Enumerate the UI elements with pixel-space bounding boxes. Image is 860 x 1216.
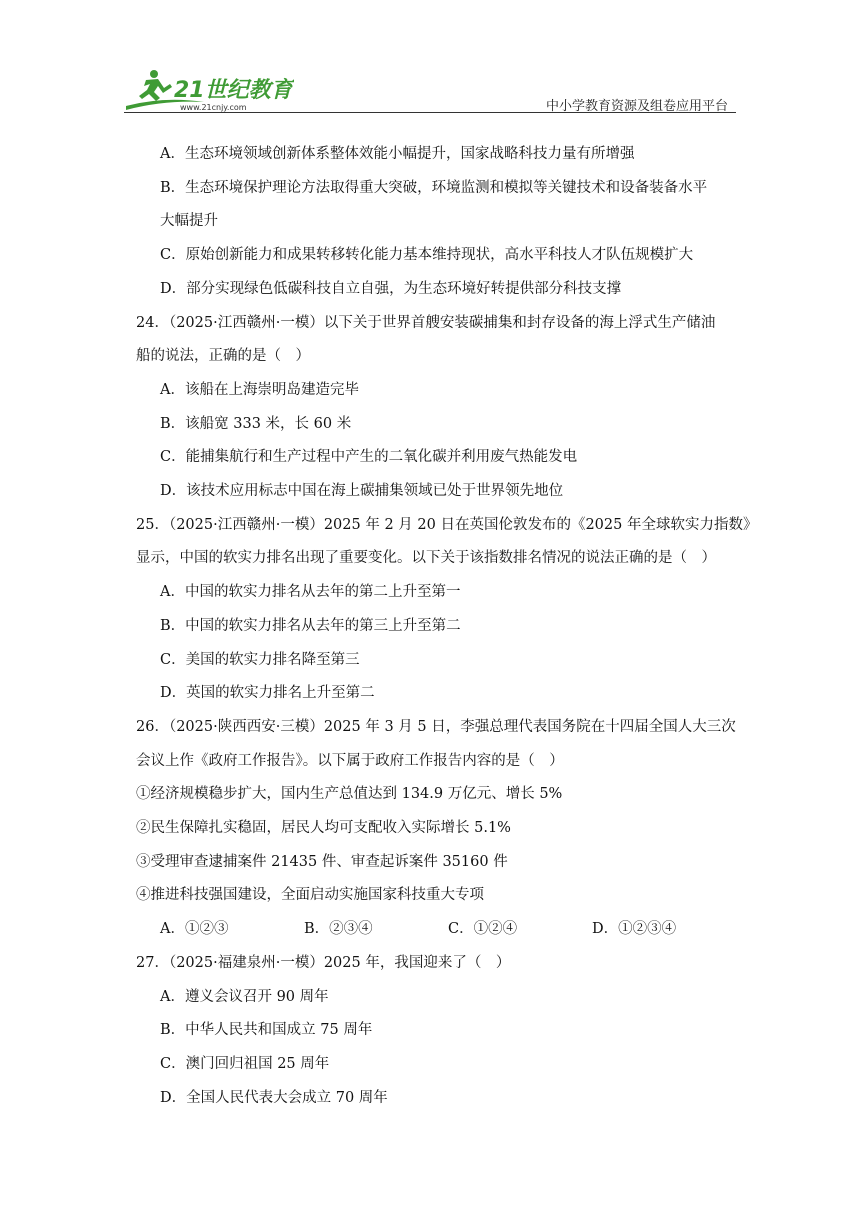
question-text-line: ②民生保障扎实稳固，居民人均可支配收入实际增长 5.1% [136, 820, 511, 837]
answer-option: A．生态环境领域创新体系整体效能小幅提升，国家战略科技力量有所增强 [160, 146, 635, 162]
q26-option-c: C．①②④ [448, 921, 518, 938]
question-text-line: ①经济规模稳步扩大，国内生产总值达到 134.9 万亿元、增长 5% [136, 786, 563, 803]
header-divider [124, 112, 736, 113]
q26-option-b: B．②③④ [304, 921, 373, 938]
answer-option: A．中国的软实力排名从去年的第二上升至第一 [160, 584, 461, 601]
question-block-27 [136, 947, 736, 1116]
answer-option: A．该船在上海崇明岛建造完毕 [160, 381, 359, 398]
answer-option: C．能捕集航行和生产过程中产生的二氧化碳并利用废气热能发电 [160, 449, 578, 466]
question-text-line: 27．（2025·福建泉州·一模）2025 年，我国迎来了（ ） [136, 954, 511, 971]
answer-option: B．该船宽 333 米，长 60 米 [160, 415, 352, 432]
answer-option: D．部分实现绿色低碳科技自立自强，为生态环境好转提供部分科技支撑 [160, 280, 622, 297]
question-text-line: 26．（2025·陕西西安·三模）2025 年 3 月 5 日，李强总理代表国务院在十四届全国人大三次 [136, 718, 736, 735]
answer-option: C．原始创新能力和成果转移转化能力基本维持现状，高水平科技人才队伍规模扩大 [160, 247, 694, 264]
option-continuation: 大幅提升 [160, 213, 218, 230]
q26-options-row [136, 913, 736, 947]
answer-option: D．英国的软实力排名上升至第二 [160, 685, 375, 702]
answer-option: C．澳门回归祖国 25 周年 [160, 1055, 330, 1072]
answer-option: B．中国的软实力排名从去年的第三上升至第二 [160, 617, 461, 634]
q26-option-d: D．①②③④ [592, 921, 677, 938]
answer-option: B．中华人民共和国成立 75 周年 [160, 1022, 373, 1039]
logo-url: www.21cnjy.com [180, 103, 247, 112]
question-block-main [136, 138, 758, 913]
question-text-line: 24．（2025·江西赣州·一模）以下关于世界首艘安装碳捕集和封存设备的海上浮式生产储油 [136, 314, 716, 331]
question-text-line: 显示，中国的软实力排名出现了重要变化。以下关于该指数排名情况的说法正确的是（ ） [136, 550, 716, 567]
platform-label: 中小学教育资源及组卷应用平台 [545, 99, 728, 114]
logo-21cnjy [124, 66, 294, 112]
question-text-line: ④推进科技强国建设，全面启动实施国家科技重大专项 [136, 887, 484, 904]
question-text-line: ③受理审查逮捕案件 21435 件、审查起诉案件 35160 件 [136, 853, 508, 870]
q26-option-a: A．①②③ [160, 921, 229, 938]
answer-option: D．该技术应用标志中国在海上碳捕集领域已处于世界领先地位 [160, 483, 564, 500]
answer-option: B．生态环境保护理论方法取得重大突破，环境监测和模拟等关键技术和设备装备水平 [160, 179, 708, 196]
logo-text: 21世纪教育 [174, 78, 293, 103]
question-text-line: 25．（2025·江西赣州·一模）2025 年 2 月 20 日在英国伦敦发布的《2025 年全球软实力指数》 [136, 516, 758, 533]
answer-option: D．全国人民代表大会成立 70 周年 [160, 1089, 388, 1106]
answer-option: A．遵义会议召开 90 周年 [160, 988, 329, 1005]
page-header [0, 0, 860, 120]
question-text-line: 船的说法，正确的是（ ） [136, 348, 310, 365]
question-content [136, 138, 758, 1115]
answer-option: C．美国的软实力排名降至第三 [160, 651, 360, 668]
question-text-line: 会议上作《政府工作报告》。以下属于政府工作报告内容的是（ ） [136, 752, 564, 769]
